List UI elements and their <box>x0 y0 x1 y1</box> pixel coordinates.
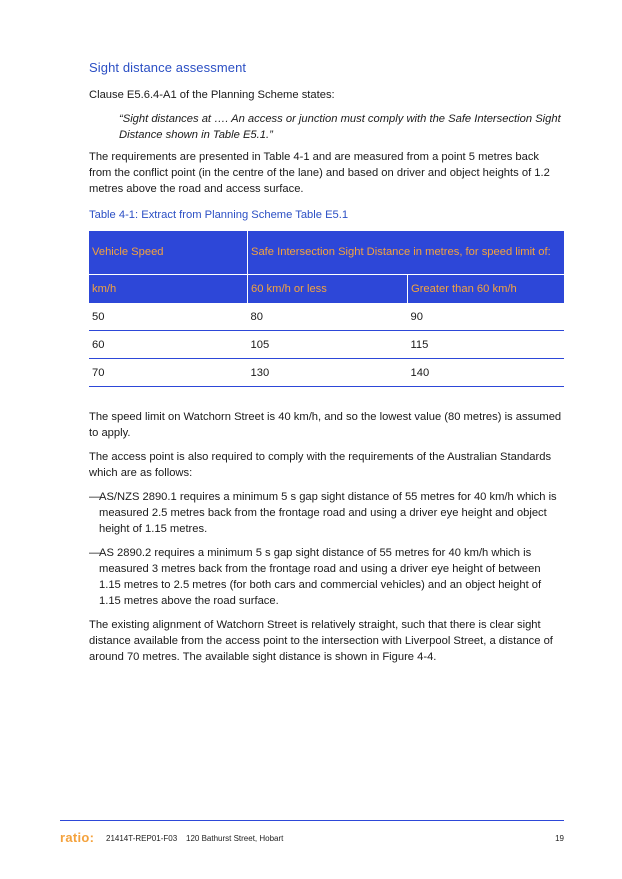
table-caption: Table 4-1: Extract from Planning Scheme Table E5.1 <box>89 209 349 221</box>
subheader-greater-60: Greater than 60 km/h <box>408 275 565 304</box>
table-header-row <box>89 231 564 275</box>
footer-address: 120 Bathurst Street, Hobart <box>186 834 284 843</box>
table-row <box>89 331 564 359</box>
cell-gt60: 140 <box>408 359 565 387</box>
header-sisd: Safe Intersection Sight Distance in metres, for speed limit of: <box>248 231 565 275</box>
page-content <box>89 60 564 673</box>
speed-limit-paragraph: The speed limit on Watchorn Street is 40 km/h, and so the lowest value (80 metres) is assumed to apply. <box>89 411 562 439</box>
cell-le60: 80 <box>248 303 408 331</box>
footer-rule <box>60 820 564 821</box>
page-footer <box>60 832 564 846</box>
alignment-paragraph: The existing alignment of Watchorn Street is relatively straight, such that there is clear sight distance available from the access point to the intersection with Liverpool Street, a distance of around 70 metres. The available sight distance is shown in Figure 4-4. <box>89 619 553 663</box>
cell-gt60: 115 <box>408 331 565 359</box>
list-item-text: AS/NZS 2890.1 requires a minimum 5 s gap sight distance of 55 metres for 40 km/h which is measured 2.5 metres back from the frontage road and using a driver eye height and object height of 1.15 metres. <box>99 491 557 535</box>
list-item <box>89 489 564 537</box>
dash-marker: — <box>89 491 101 503</box>
header-vehicle-speed: Vehicle Speed <box>89 231 248 275</box>
standards-intro-paragraph: The access point is also required to comply with the requirements of the Australian Standards which are as follows: <box>89 451 552 479</box>
page-number: 19 <box>555 834 564 843</box>
clause-intro: Clause E5.6.4-A1 of the Planning Scheme states: <box>89 89 335 101</box>
cell-speed: 70 <box>89 359 248 387</box>
cell-speed: 50 <box>89 303 248 331</box>
planning-scheme-quote: “Sight distances at …. An access or junction must comply with the Safe Intersection Sight Distance shown in Table E5.1.” <box>119 113 561 141</box>
list-item <box>89 545 564 609</box>
requirements-paragraph: The requirements are presented in Table 4-1 and are measured from a point 5 metres back from the conflict point (in the centre of the lane) and based on driver and object heights of 1.2 metres above the road and access surface. <box>89 151 550 195</box>
cell-le60: 105 <box>248 331 408 359</box>
subheader-60-or-less: 60 km/h or less <box>248 275 408 304</box>
cell-le60: 130 <box>248 359 408 387</box>
document-reference: 21414T-REP01-F03 <box>106 834 178 843</box>
sight-distance-table <box>89 231 564 387</box>
table-row <box>89 303 564 331</box>
dash-marker: — <box>89 547 101 559</box>
cell-speed: 60 <box>89 331 248 359</box>
list-item-text: AS 2890.2 requires a minimum 5 s gap sight distance of 55 metres for 40 km/h which is measured 3 metres back from the frontage road and using a driver eye height of between 1.15 metres to 2.5 metres (for both cars and commercial vehicles) and an object height of 1.15 metres above the road surface. <box>99 547 542 607</box>
table-subheader-row <box>89 275 564 304</box>
ratio-logo: ratio: <box>60 830 95 845</box>
cell-gt60: 90 <box>408 303 565 331</box>
section-heading: Sight distance assessment <box>89 60 247 75</box>
table-row <box>89 359 564 387</box>
subheader-kmh: km/h <box>89 275 248 304</box>
